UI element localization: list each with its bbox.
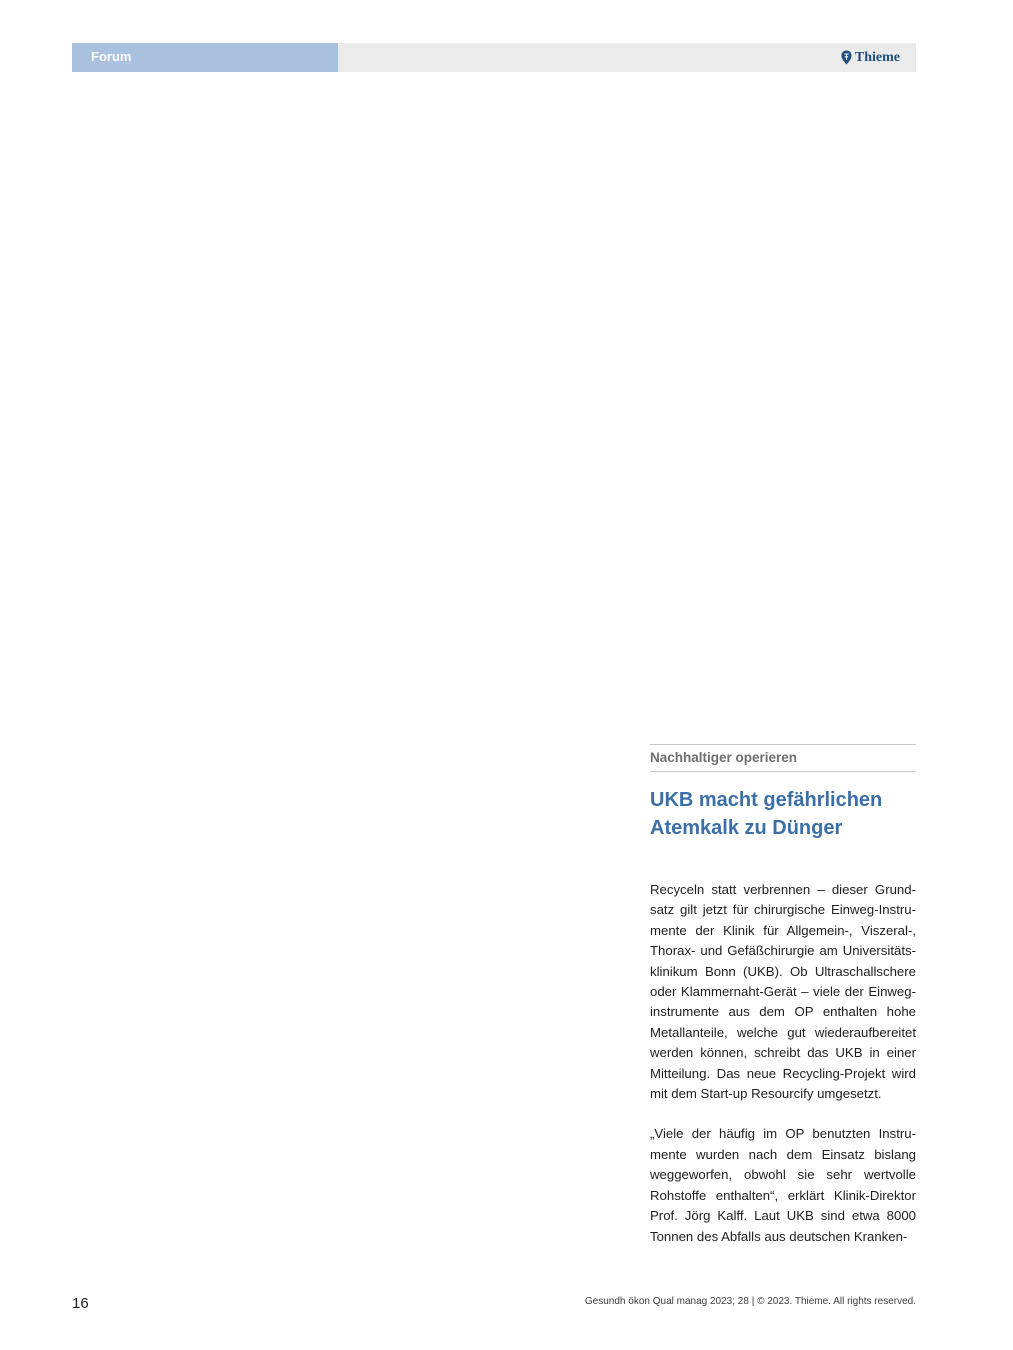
article-kicker: Nachhaltiger operieren	[650, 744, 916, 772]
section-label: Forum	[91, 49, 132, 64]
running-header	[72, 43, 916, 72]
article-paragraph: Recyceln statt verbrennen – dieser Grundsatz gilt jetzt für chirurgische Einweg-Instrumente der Klinik für Allgemein-, Viszeral-, Thorax- und Gefäßchirurgie am Universitätsklinikum Bonn (UKB). Ob Ultraschallschere oder Klammernaht-Gerät – viele der Einweginstrumente aus dem OP enthalten hohe Metallanteile, welche gut wiederaufbereitet werden können, schreibt das UKB in einer Mitteilung. Das neue Recycling-Projekt wird mit dem Start-up Resourcify umgesetzt.	[650, 882, 916, 1102]
publisher-brand	[841, 49, 900, 66]
brand-name: Thieme	[854, 49, 900, 65]
article-headline: UKB macht gefährlichen Atemkalk zu Dünger	[650, 789, 883, 839]
page-number: 16	[72, 1295, 89, 1312]
news-article	[650, 744, 916, 1247]
article-paragraph: „Viele der häufig im OP benutzten Instrumente wurden nach dem Einsatz bislang weggeworfen, obwohl sie sehr wertvolle Rohstoffe enthalten“, erklärt Klinik-Direktor Prof. Jörg Kalff. Laut UKB sind etwa 8000 Tonnen des Abfalls aus deutschen Kranken-	[650, 1126, 916, 1244]
thieme-logo-icon	[841, 50, 852, 65]
journal-citation: Gesundh ökon Qual manag 2023; 28 | © 2023. Thieme. All rights reserved.	[584, 1296, 916, 1307]
section-tab	[72, 43, 338, 72]
